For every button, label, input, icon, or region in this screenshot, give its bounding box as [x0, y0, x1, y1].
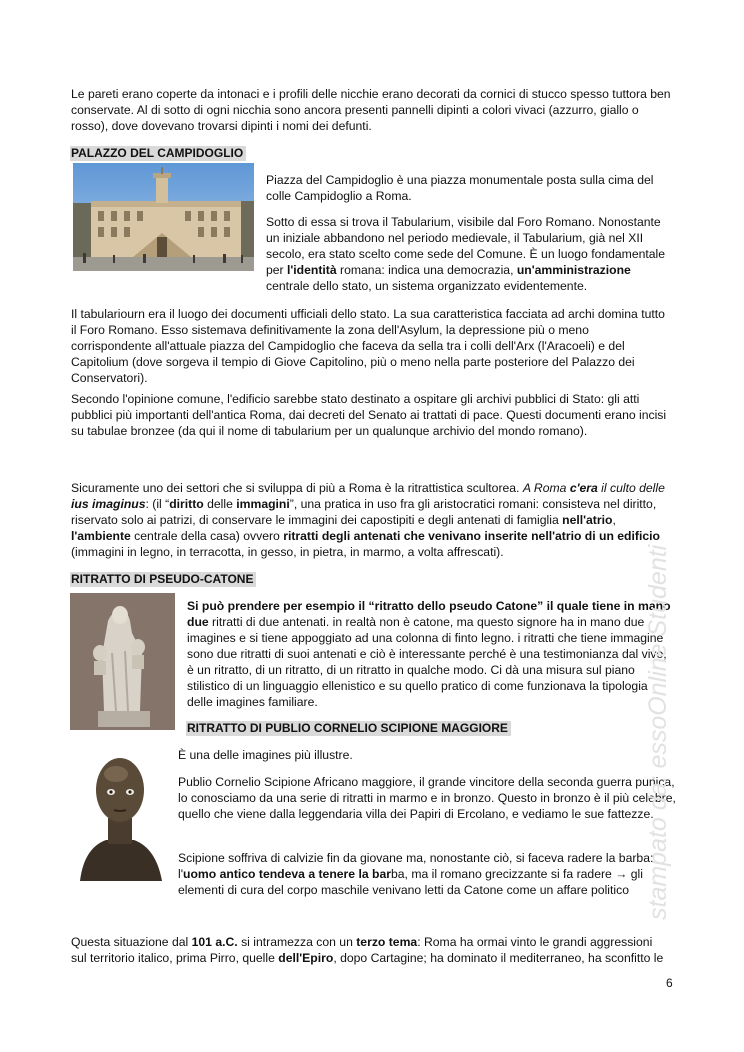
final-paragraph: Questa situazione dal 101 a.C. si intramezza con un terzo tema: Roma ha ormai vinto le grandi aggressioni sul territorio italico, prima Pirro, quelle dell'Epiro, dopo Cartagine; ha dominato il mediterraneo, ha sconfitto le	[71, 935, 664, 965]
intro-paragraph: Le pareti erano coperte da intonaci e i profili delle nicchie erano decorati da cornici di stucco spesso tuttora ben conservate. Al di sotto di ogni nicchia sono ancora presenti pannelli dipinti a colori vivaci (azzurro, giallo o rosso), dove dovevano trovarsi dipinti i nomi dei defunti.	[71, 87, 671, 133]
tabularium-paragraph-1: Il tabulariourn era il luogo dei documenti ufficiali dello stato. La sua caratteristica facciata ad archi domina tutto il Foro Romano. Esso sistemava definitivamente la zona dell'Asylum, la depressione più o meno corrispondente all'attuale piazza del Campidoglio che faceva da sella tra i colli dell'Arx (l'Aracoeli) e del Capitolium (dove sorgeva il tempio di Giove Capitolino, più o meno nella parte posteriore del Palazzo dei Conservatori).	[71, 307, 665, 385]
scipione-p3: Scipione soffriva di calvizie fin da giovane ma, nonostante ciò, si faceva radere la barba: l'uomo antico tendeva a tenere la barba, ma il romano grecizzante si fa radere → gli elementi di cura del corpo maschile venivano letti da Catone come un affare politico	[178, 851, 654, 897]
page-number: 6	[666, 976, 673, 990]
watermark-text: stampato da: essoOnline Studenti	[644, 544, 672, 920]
heading-campidoglio: PALAZZO DEL CAMPIDOGLIO	[70, 146, 246, 161]
scipione-p2: Publio Cornelio Scipione Africano maggiore, il grande vincitore della seconda guerra punica, lo conosciamo da una serie di ritratti in marmo e in bronzo. Questo in bronzo è il più celebre, quello che viene dalla leggendaria villa dei Papiri di Ercolano, e vediamo le sue fattezze.	[178, 775, 676, 821]
scipione-bronze-bust-photo	[76, 748, 164, 881]
tabularium-paragraph-2: Secondo l'opinione comune, l'edificio sarebbe stato destinato a ospitare gli archivi pubblici di Stato: gli atti pubblici più importanti dell'antica Roma, dai decreti del Senato ai trattati di pace. Questi documenti erano incisi su tabulae bronzee (da qui il nome di tabularium per un qualunque archivio del mondo romano).	[71, 392, 667, 438]
ritrattistica-paragraph: Sicuramente uno dei settori che si sviluppa di più a Roma è la ritrattistica scultorea. A Roma c'era il culto delle ius imaginus: (il “diritto delle immagini”, una pratica in uso fra gli aristocratici romani: consisteva nel diritto, riservato solo ai patrizi, di conservare le immagini dei capostipiti e degli antenati di famiglia nell'atrio, l'ambiente centrale della casa) ovvero ritratti degli antenati che venivano inserite nell'atrio di un edificio (immagini in legno, in terracotta, in gesso, in pietra, in marmo, a volta affrescati).	[71, 481, 665, 559]
pseudo-catone-paragraph: Si può prendere per esempio il “ritratto dello pseudo Catone” il quale tiene in mano due ritratti di due antenati. in realtà non è catone, ma questo signore ha in mano due imagines e si tiene appoggiato ad una colonna di finto legno. i ritratti che tiene immagine sono due ritratti di suoi antenati e ciò è interessante perché è una testimonianza dal vivo, è un ritratto, di un ritratto, di un ritratto in qualche modo. Ci dà una misura sul piano stilistico di un linguaggio ellenistico e su quello pratico di come funzionava la tipologia delle imagines familiare.	[187, 599, 671, 709]
heading-pseudo-catone: RITRATTO DI PSEUDO-CATONE	[70, 572, 256, 587]
campidoglio-p1: Piazza del Campidoglio è una piazza monumentale posta sulla cima del colle Campidoglio a Roma.	[266, 173, 654, 203]
watermark	[614, 540, 674, 920]
pseudo-catone-statue-photo	[70, 593, 175, 730]
heading-scipione: RITRATTO DI PUBLIO CORNELIO SCIPIONE MAGGIORE	[186, 721, 511, 736]
scipione-p1: È una delle imagines più illustre.	[178, 748, 353, 762]
campidoglio-photo	[73, 163, 254, 271]
campidoglio-p2: Sotto di essa si trova il Tabularium, visibile dal Foro Romano. Nonostante un iniziale abbandono nel periodo medievale, il Tabularium, già nel XII secolo, era stato scelto come sede del Comune. È un luogo fondamentale per l'identità romana: indica una democrazia, un'amministrazione centrale dello stato, un sistema organizzato evidentemente.	[266, 215, 666, 293]
